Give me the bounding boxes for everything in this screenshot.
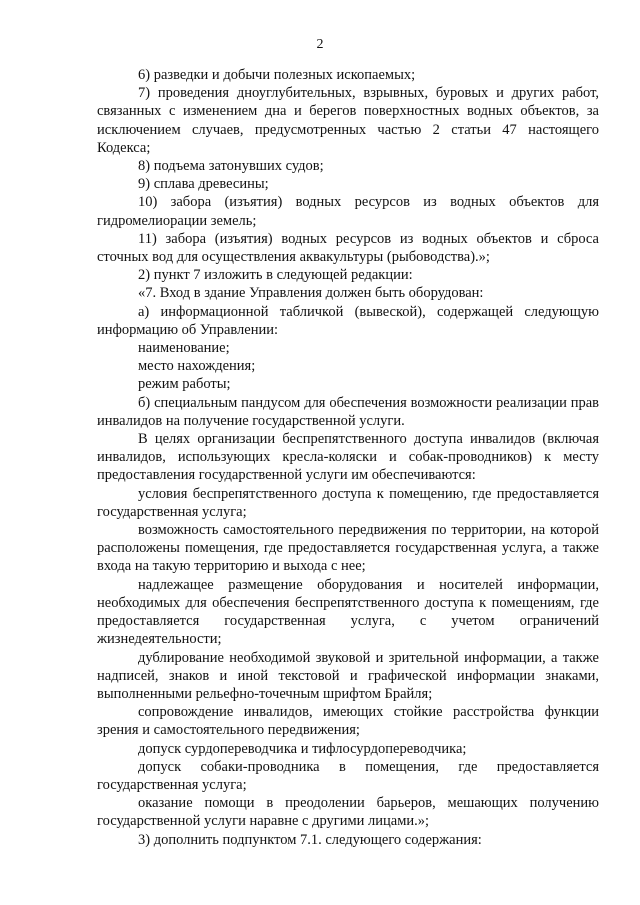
page-number: 2 xyxy=(316,37,324,52)
paragraph-item-7: 7) проведения дноуглубительных, взрывных, буровых и других работ, связанных с изменением дна и берегов поверхностных водных объектов, за исключением случаев, предусмотренных частью 2 статьи 47 настоящего Кодекса; xyxy=(97,85,599,156)
document-body xyxy=(97,66,599,849)
paragraph-location: место нахождения; xyxy=(138,358,256,375)
paragraph-equipment: надлежащее размещение оборудования и носителей информации, необходимых для обеспечения беспрепятственного доступа к помещениям, где предоставляется государственная услуга, с учетом ограничений жизнедеятельности; xyxy=(97,576,599,648)
paragraph-guide-dog: допуск собаки-проводника в помещения, где предоставляется государственная услуга; xyxy=(97,758,599,793)
paragraph-barrier-help: оказание помощи в преодолении барьеров, мешающих получению государственной услуги наравне с другими лицами.»; xyxy=(97,795,599,830)
paragraph-point-2: 2) пункт 7 изложить в следующей редакции: xyxy=(138,267,413,284)
paragraph-schedule: режим работы; xyxy=(138,376,231,393)
paragraph-sign-interpreter: допуск сурдопереводчика и тифлосурдопереводчика; xyxy=(138,740,467,757)
paragraph-access-conditions: условия беспрепятственного доступа к помещению, где предоставляется государственная услуга; xyxy=(97,485,599,520)
paragraph-item-9: 9) сплава древесины; xyxy=(138,176,269,193)
paragraph-braille: дублирование необходимой звуковой и зрительной информации, а также надписей, знаков и иной текстовой и графической информации знаками, выполненными рельефно-точечным шрифтом Брайля; xyxy=(97,649,599,702)
paragraph-escort: сопровождение инвалидов, имеющих стойкие расстройства функции зрения и самостоятельного передвижения; xyxy=(97,704,599,739)
paragraph-accessibility-intro: В целях организации беспрепятственного доступа инвалидов (включая инвалидов, использующих кресла-коляски и собак-проводников) к месту предоставления государственной услуги им обеспечиваются: xyxy=(97,431,599,484)
paragraph-movement: возможность самостоятельного передвижения по территории, на которой расположены помещения, где предоставляется государственная услуга, а также входа на такую территорию и выхода с нее; xyxy=(97,522,599,575)
paragraph-item-10: 10) забора (изъятия) водных ресурсов из водных объектов для гидромелиорации земель; xyxy=(97,194,599,229)
paragraph-item-11: 11) забора (изъятия) водных ресурсов из водных объектов и сброса сточных вод для осуществления аквакультуры (рыбоводства).»; xyxy=(97,230,599,266)
paragraph-subitem-a: а) информационной табличкой (вывеской), содержащей следующую информацию об Управлении: xyxy=(97,303,599,338)
paragraph-point-3: 3) дополнить подпунктом 7.1. следующего содержания: xyxy=(138,831,482,848)
paragraph-item-8: 8) подъема затонувших судов; xyxy=(138,158,324,175)
paragraph-item-6: 6) разведки и добычи полезных ископаемых; xyxy=(138,67,416,83)
paragraph-subitem-b: б) специальным пандусом для обеспечения возможности реализации прав инвалидов на получение государственной услуги. xyxy=(97,394,599,429)
paragraph-name: наименование; xyxy=(138,340,230,357)
paragraph-clause-7: «7. Вход в здание Управления должен быть оборудован: xyxy=(138,285,484,302)
